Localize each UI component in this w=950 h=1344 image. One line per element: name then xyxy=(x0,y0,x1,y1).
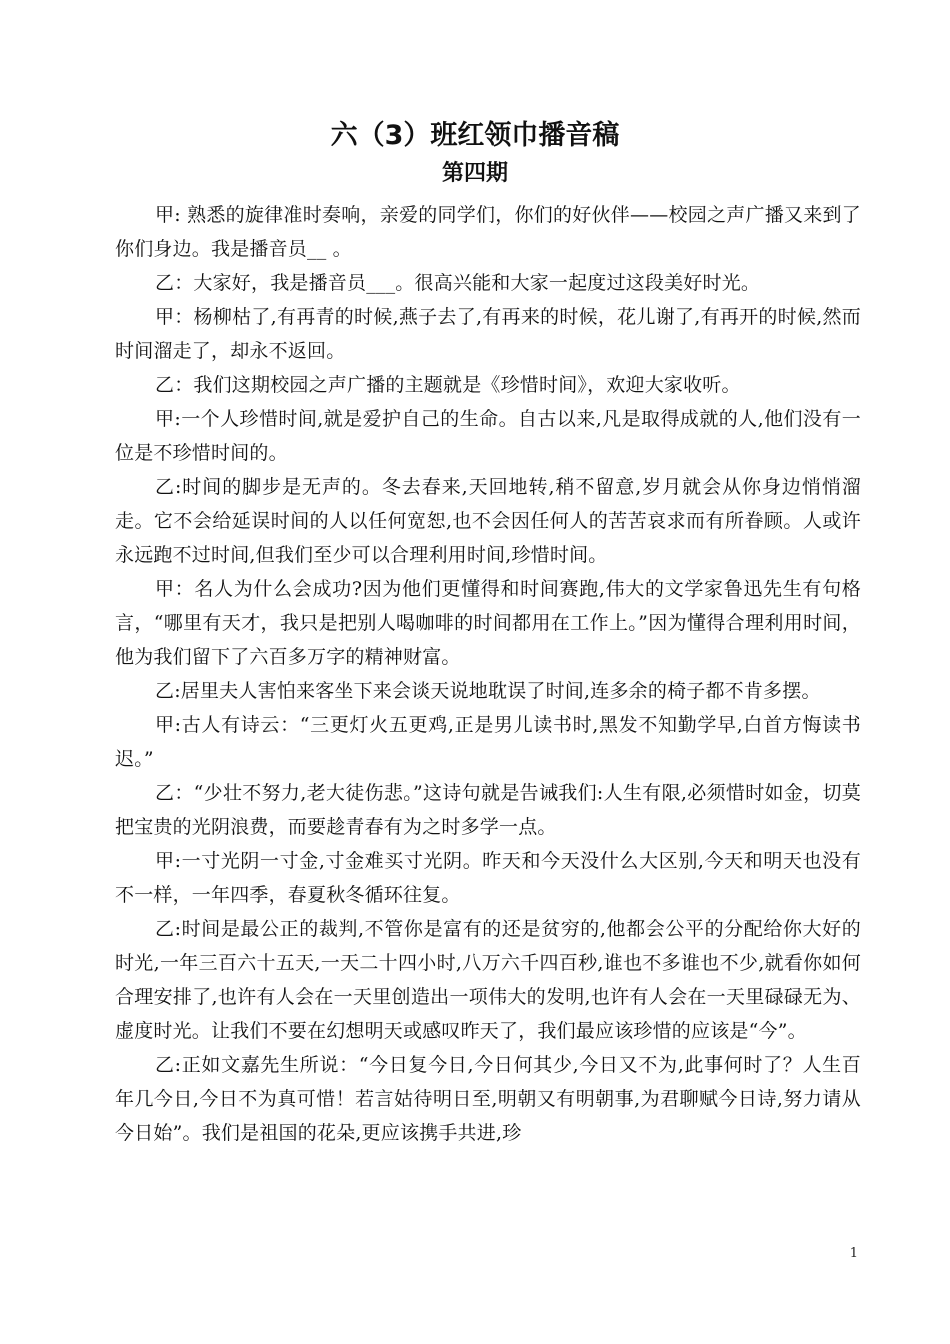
paragraph: 乙：“少壮不努力,老大徒伤悲。”这诗句就是告诫我们:人生有限,必须惜时如金，切莫把宝贵的光阴浪费，而要趁青春有为之时多学一点。 xyxy=(115,782,861,838)
document-subtitle: 第四期 xyxy=(441,161,508,186)
page-number: 1 xyxy=(849,1246,858,1261)
document-body xyxy=(115,198,861,1150)
paragraph: 乙：我们这期校园之声广播的主题就是《珍惜时间》，欢迎大家收听。 xyxy=(155,374,741,396)
paragraph: 甲：名人为什么会成功?因为他们更懂得和时间赛跑,伟大的文学家鲁迅先生有句格言，“哪里有天才，我只是把别人喝咖啡的时间都用在工作上。”因为懂得合理利用时间，他为我们留下了六百多万字的精神财富。 xyxy=(115,578,861,668)
paragraph: 甲:一寸光阴一寸金,寸金难买寸光阴。昨天和今天没什么大区别,今天和明天也没有不一样，一年四季，春夏秋冬循环往复。 xyxy=(115,850,861,906)
paragraph: 乙：大家好，我是播音员___。很高兴能和大家一起度过这段美好时光。 xyxy=(155,272,761,294)
paragraph: 甲:古人有诗云：“三更灯火五更鸡,正是男儿读书时,黑发不知勤学早,白首方悔读书迟。” xyxy=(115,714,861,770)
paragraph: 甲:一个人珍惜时间,就是爱护自己的生命。自古以来,凡是取得成就的人,他们没有一位是不珍惜时间的。 xyxy=(115,408,861,464)
document-title: 六（3）班红领巾播音稿 xyxy=(330,120,620,151)
paragraph: 甲: 熟悉的旋律准时奏响，亲爱的同学们，你们的好伙伴——校园之声广播又来到了你们身边。我是播音员__ 。 xyxy=(115,204,861,260)
paragraph: 乙:居里夫人害怕来客坐下来会谈天说地耽误了时间,连多余的椅子都不肯多摆。 xyxy=(155,680,821,702)
paragraph: 乙:时间的脚步是无声的。冬去春来,天回地转,稍不留意,岁月就会从你身边悄悄溜走。它不会给延误时间的人以任何宽恕,也不会因任何人的苦苦哀求而有所眷顾。人或许永远跑不过时间,但我们至少可以合理利用时间,珍惜时间。 xyxy=(115,476,861,566)
paragraph: 甲：杨柳枯了,有再青的时候,燕子去了,有再来的时候，花儿谢了,有再开的时候,然而时间溜走了，却永不返回。 xyxy=(115,306,861,362)
paragraph: 乙:时间是最公正的裁判,不管你是富有的还是贫穷的,他都会公平的分配给你大好的时光,一年三百六十五天,一天二十四小时,八万六千四百秒,谁也不多谁也不少,就看你如何合理安排了,也许有人会在一天里创造出一项伟大的发明,也许有人会在一天里碌碌无为、虚度时光。让我们不要在幻想明天或感叹昨天了，我们最应该珍惜的应该是“今”。 xyxy=(115,918,861,1042)
paragraph: 乙:正如文嘉先生所说：“今日复今日,今日何其少,今日又不为,此事何时了？人生百年几今日,今日不为真可惜！若言姑待明日至,明朝又有明朝事,为君聊赋今日诗,努力请从今日始”。我们是祖国的花朵,更应该携手共进,珍 xyxy=(115,1054,861,1144)
